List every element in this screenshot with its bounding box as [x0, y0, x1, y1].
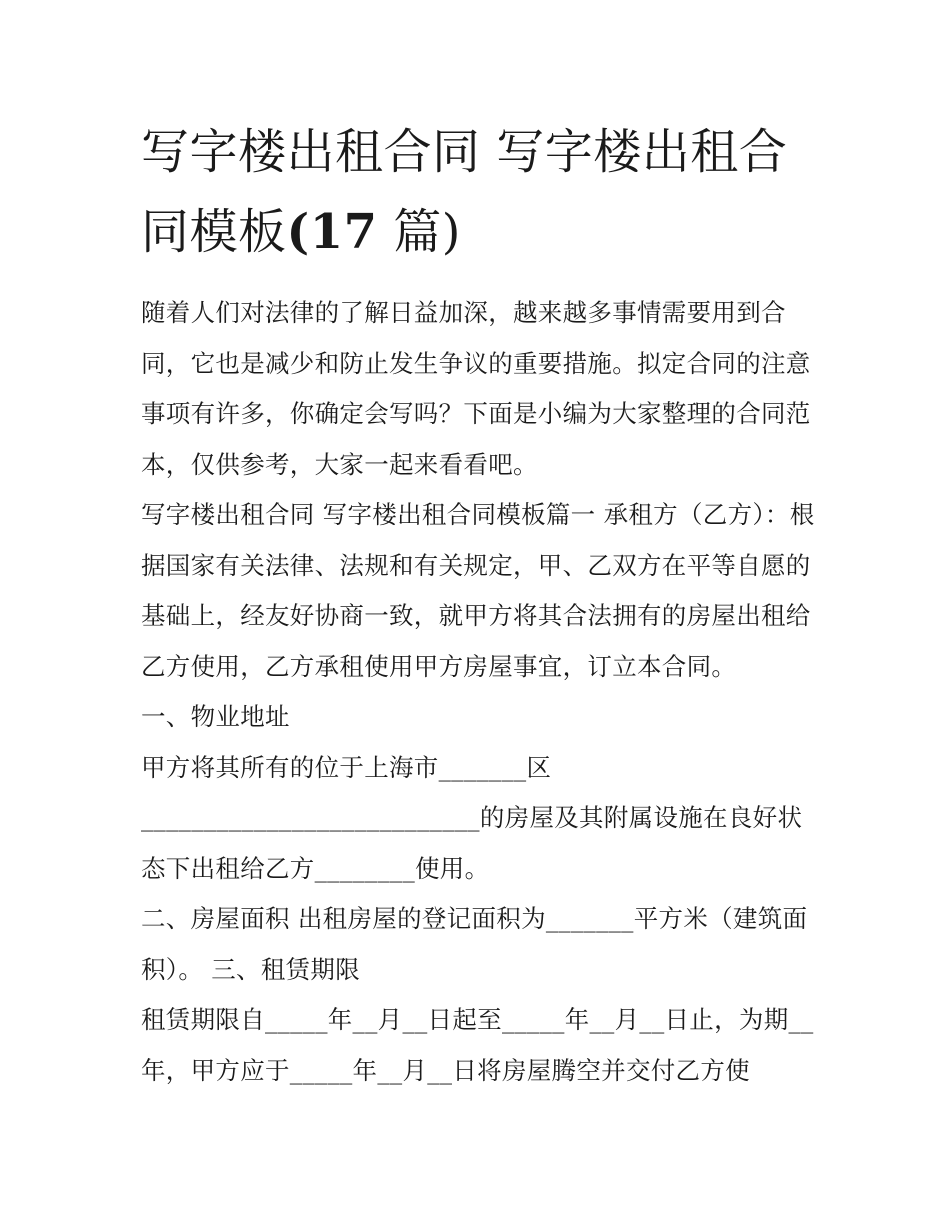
lease-term-clause: 租赁期限自_____年__月__日起至_____年__月__日止，为期__年，甲方应于_____年__月__日将房屋腾空并交付乙方使 [141, 1005, 814, 1085]
title-suffix: 篇) [377, 204, 462, 260]
contract-preamble: 写字楼出租合同 写字楼出租合同模板篇一 承租方（乙方）：根据国家有关法律、法规和有关规定，甲、乙双方在平等自愿的基础上，经友好协商一致，就甲方将其合法拥有的房屋出租给乙方使用，乙方承租使用甲方房屋事宜，订立本合同。 [141, 500, 815, 681]
section-heading-address: 一、物业地址 [141, 702, 290, 731]
area-clause: 二、房屋面积 出租房屋的登记面积为_______平方米（建筑面积）。 三、租赁期限 [141, 904, 808, 984]
document-title [141, 112, 821, 272]
title-text: 写字楼出租合同 写字楼出租合同模板 [141, 124, 788, 260]
document-body [141, 288, 821, 1096]
document-page [141, 112, 821, 1096]
address-clause: 甲方将其所有的位于上海市_______区 ___________________________的房屋及其附属设施在良好状态下出租给乙方________使用。 [141, 752, 803, 883]
intro-paragraph: 随着人们对法律的了解日益加深，越来越多事情需要用到合同，它也是减少和防止发生争议的重要措施。拟定合同的注意事项有许多，你确定会写吗？下面是小编为大家整理的合同范本，仅供参考，大家一起来看看吧。 [141, 298, 811, 479]
title-count: (17 [286, 204, 378, 260]
